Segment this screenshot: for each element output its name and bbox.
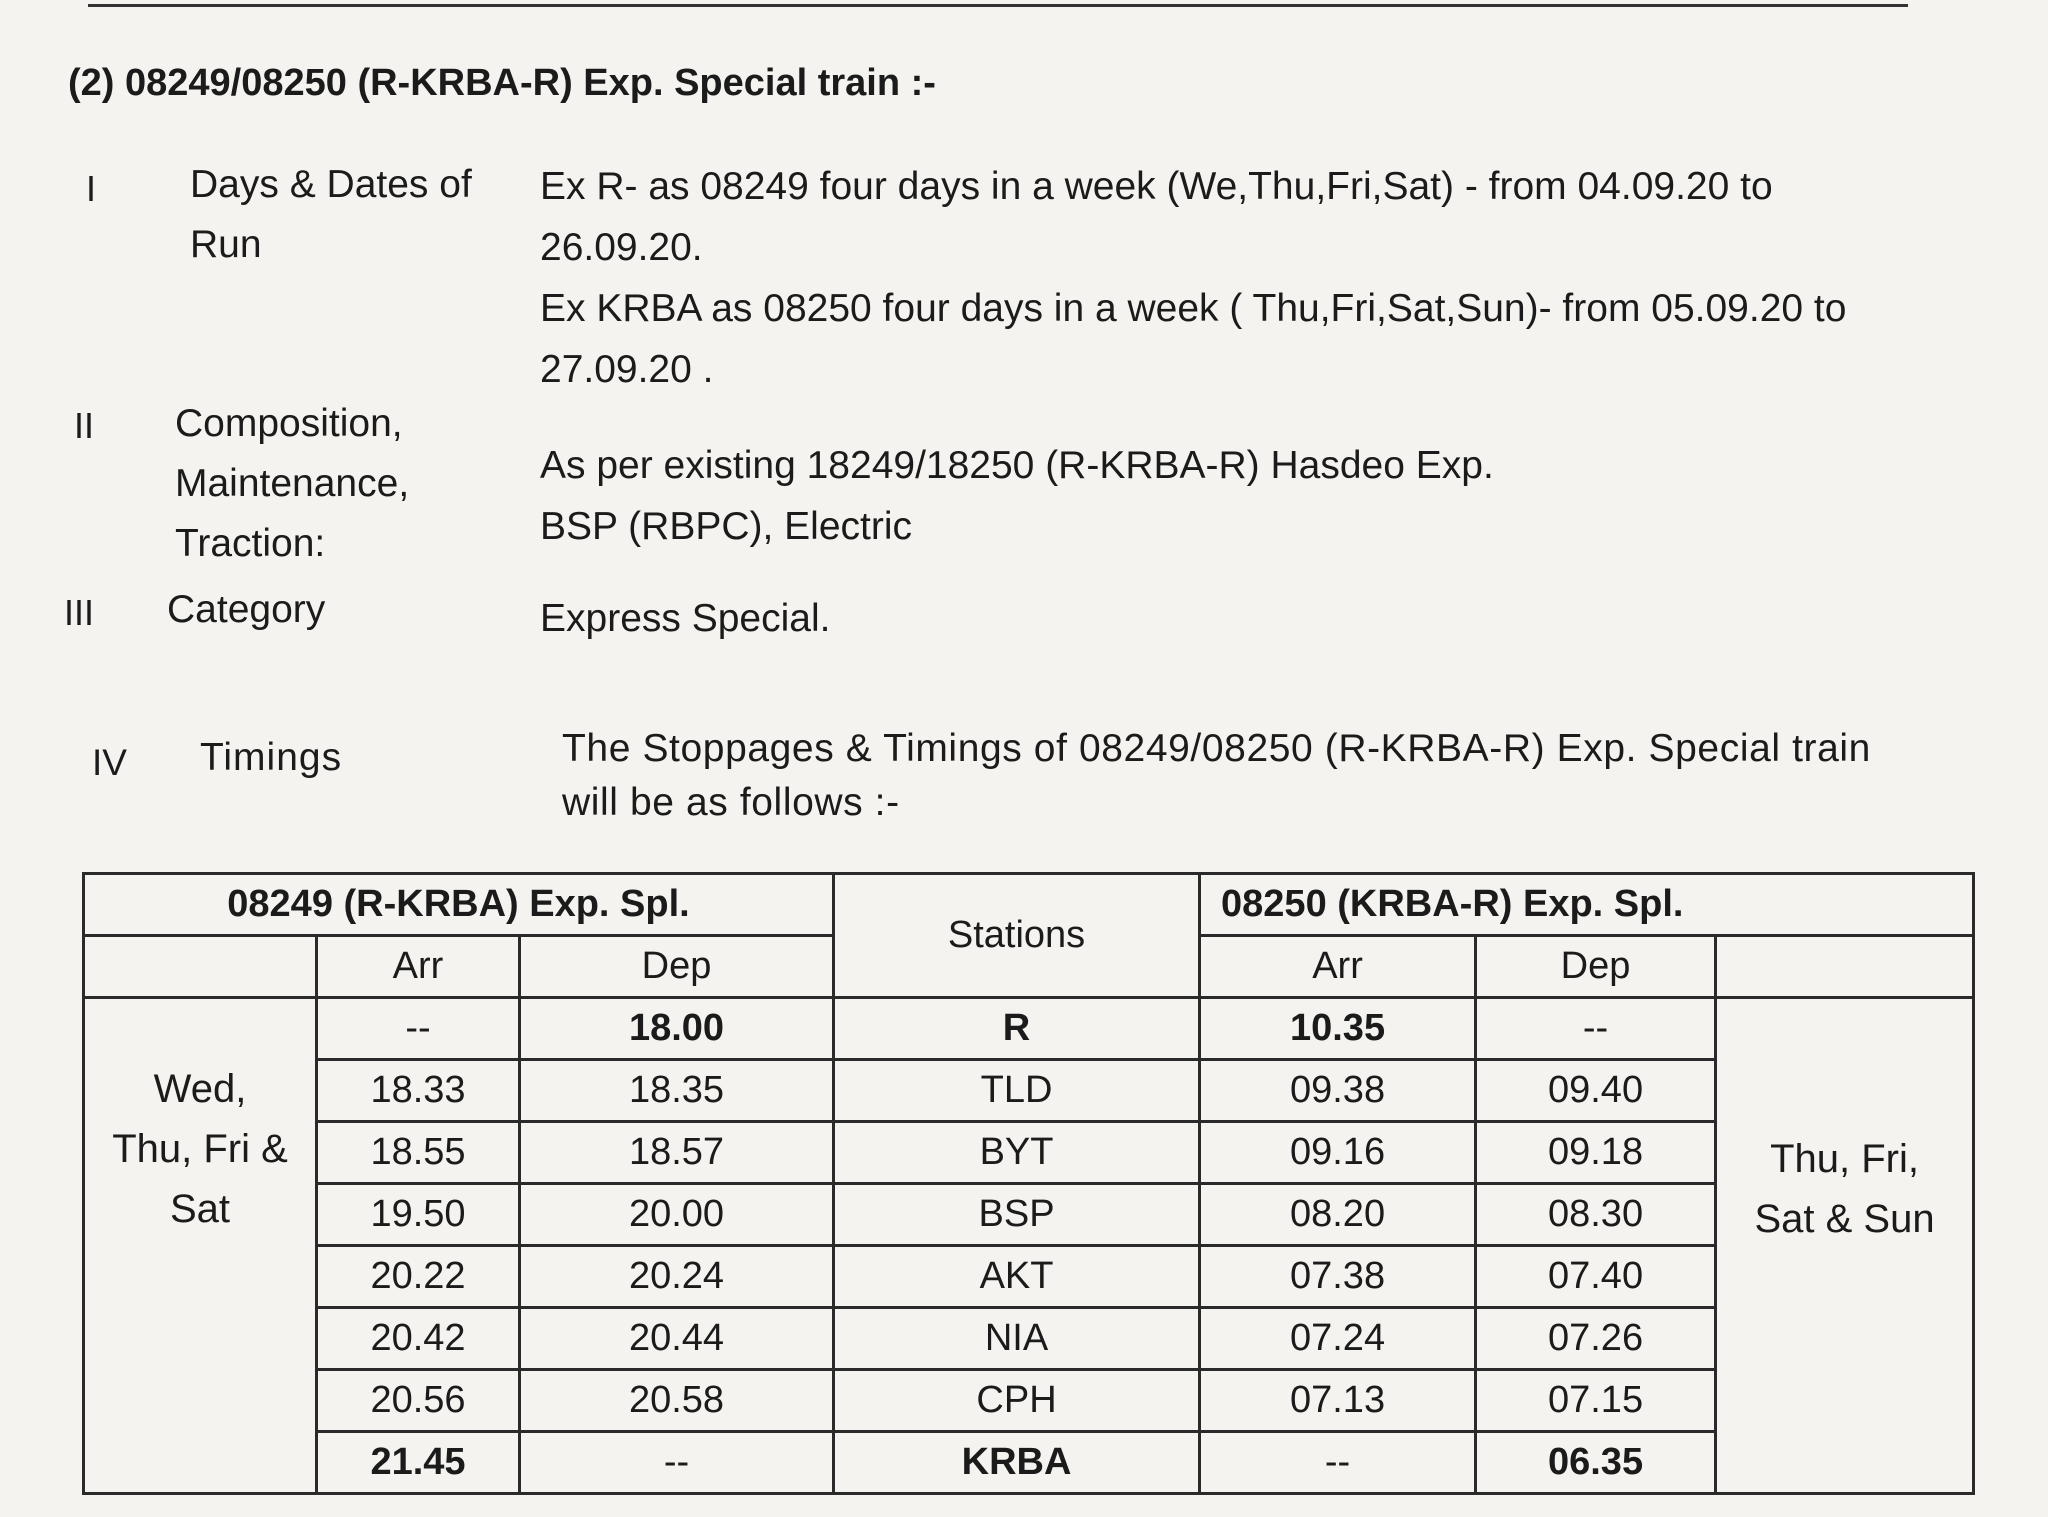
- right-dep-cell: 07.15: [1476, 1370, 1716, 1432]
- right-dep-cell: 07.26: [1476, 1308, 1716, 1370]
- section-heading: (2) 08249/08250 (R-KRBA-R) Exp. Special train :-: [68, 62, 936, 104]
- left-train-header: 08249 (R-KRBA) Exp. Spl.: [84, 874, 834, 936]
- days-line: Sat: [169, 1187, 231, 1231]
- station-cell: CPH: [834, 1370, 1200, 1432]
- station-cell: BSP: [834, 1184, 1200, 1246]
- left-dep-cell: 20.24: [520, 1246, 834, 1308]
- value-line: Ex KRBA as 08250 four days in a week ( Thu,Fri,Sat,Sun)- from 05.09.20 to: [540, 287, 1847, 330]
- label-line: Maintenance,: [175, 462, 410, 505]
- days-line: Wed,: [153, 1067, 247, 1111]
- table-row: [84, 1184, 1974, 1246]
- left-dep-header: Dep: [520, 936, 834, 998]
- top-rule: [88, 0, 1908, 7]
- table-row: [84, 998, 1974, 1060]
- item-value: [540, 156, 1846, 400]
- days-line: Thu, Fri &: [112, 1127, 288, 1171]
- left-arr-cell: 20.56: [317, 1370, 520, 1432]
- right-arr-cell: 10.35: [1200, 998, 1476, 1060]
- blank-cell: [84, 936, 317, 998]
- left-dep-cell: 20.58: [520, 1370, 834, 1432]
- left-dep-cell: 20.44: [520, 1308, 834, 1370]
- label-line: Timings: [200, 736, 343, 779]
- left-arr-cell: 19.50: [317, 1184, 520, 1246]
- right-dep-header: Dep: [1476, 936, 1716, 998]
- right-dep-cell: 09.18: [1476, 1122, 1716, 1184]
- right-arr-header: Arr: [1200, 936, 1476, 998]
- right-arr-cell: 07.38: [1200, 1246, 1476, 1308]
- value-line: The Stoppages & Timings of 08249/08250 (R-KRBA-R) Exp. Special train: [562, 727, 1871, 770]
- table-row: [84, 1308, 1974, 1370]
- item-value: [540, 588, 830, 649]
- item-label: [190, 155, 472, 275]
- table-header-row: [84, 874, 1974, 936]
- label-line: Category: [167, 588, 326, 631]
- station-cell: AKT: [834, 1246, 1200, 1308]
- item-number: II: [74, 405, 95, 446]
- left-arr-cell: 21.45: [317, 1432, 520, 1494]
- item-number: III: [64, 592, 95, 633]
- table-row: [84, 1246, 1974, 1308]
- station-cell: TLD: [834, 1060, 1200, 1122]
- left-arr-cell: 18.55: [317, 1122, 520, 1184]
- value-line: Express Special.: [540, 597, 831, 640]
- right-arr-cell: 09.16: [1200, 1122, 1476, 1184]
- label-line: Run: [190, 223, 262, 266]
- table-row: [84, 1432, 1974, 1494]
- left-dep-cell: 18.57: [520, 1122, 834, 1184]
- right-dep-cell: 08.30: [1476, 1184, 1716, 1246]
- item-label: [175, 394, 409, 574]
- left-arr-cell: 20.42: [317, 1308, 520, 1370]
- value-line: 26.09.20.: [540, 226, 703, 269]
- days-line: Sat & Sun: [1754, 1197, 1935, 1241]
- item-number: IV: [92, 742, 127, 783]
- value-line: will be as follows :-: [562, 781, 900, 824]
- right-train-header: 08250 (KRBA-R) Exp. Spl.: [1200, 874, 1974, 936]
- right-arr-cell: 07.13: [1200, 1370, 1476, 1432]
- blank-cell: [1716, 936, 1974, 998]
- value-line: 27.09.20 .: [540, 348, 714, 391]
- right-dep-cell: 09.40: [1476, 1060, 1716, 1122]
- right-days-cell: [1716, 998, 1974, 1494]
- right-dep-cell: --: [1476, 998, 1716, 1060]
- left-arr-header: Arr: [317, 936, 520, 998]
- left-days-cell: [84, 998, 317, 1494]
- stations-header: Stations: [834, 874, 1200, 998]
- station-cell: NIA: [834, 1308, 1200, 1370]
- right-dep-cell: 06.35: [1476, 1432, 1716, 1494]
- days-line: Thu, Fri,: [1770, 1137, 1919, 1181]
- right-arr-cell: --: [1200, 1432, 1476, 1494]
- item-label: [167, 580, 325, 640]
- station-cell: KRBA: [834, 1432, 1200, 1494]
- label-line: Traction:: [175, 522, 326, 565]
- table-row: [84, 1370, 1974, 1432]
- right-arr-cell: 08.20: [1200, 1184, 1476, 1246]
- left-arr-cell: 18.33: [317, 1060, 520, 1122]
- item-value: [540, 435, 1494, 557]
- left-dep-cell: 18.35: [520, 1060, 834, 1122]
- timetable: [82, 872, 1975, 1495]
- station-cell: BYT: [834, 1122, 1200, 1184]
- station-cell: R: [834, 998, 1200, 1060]
- left-dep-cell: 20.00: [520, 1184, 834, 1246]
- right-arr-cell: 09.38: [1200, 1060, 1476, 1122]
- right-dep-cell: 07.40: [1476, 1246, 1716, 1308]
- left-arr-cell: --: [317, 998, 520, 1060]
- value-line: As per existing 18249/18250 (R-KRBA-R) Hasdeo Exp.: [540, 444, 1494, 487]
- item-label: [200, 728, 342, 788]
- label-line: Composition,: [175, 402, 403, 445]
- value-line: BSP (RBPC), Electric: [540, 505, 913, 548]
- label-line: Days & Dates of: [190, 163, 472, 206]
- item-value: [562, 722, 1871, 830]
- value-line: Ex R- as 08249 four days in a week (We,Thu,Fri,Sat) - from 04.09.20 to: [540, 165, 1773, 208]
- left-arr-cell: 20.22: [317, 1246, 520, 1308]
- left-dep-cell: 18.00: [520, 998, 834, 1060]
- table-row: [84, 1122, 1974, 1184]
- left-dep-cell: --: [520, 1432, 834, 1494]
- right-arr-cell: 07.24: [1200, 1308, 1476, 1370]
- table-row: [84, 1060, 1974, 1122]
- item-number: I: [86, 168, 97, 209]
